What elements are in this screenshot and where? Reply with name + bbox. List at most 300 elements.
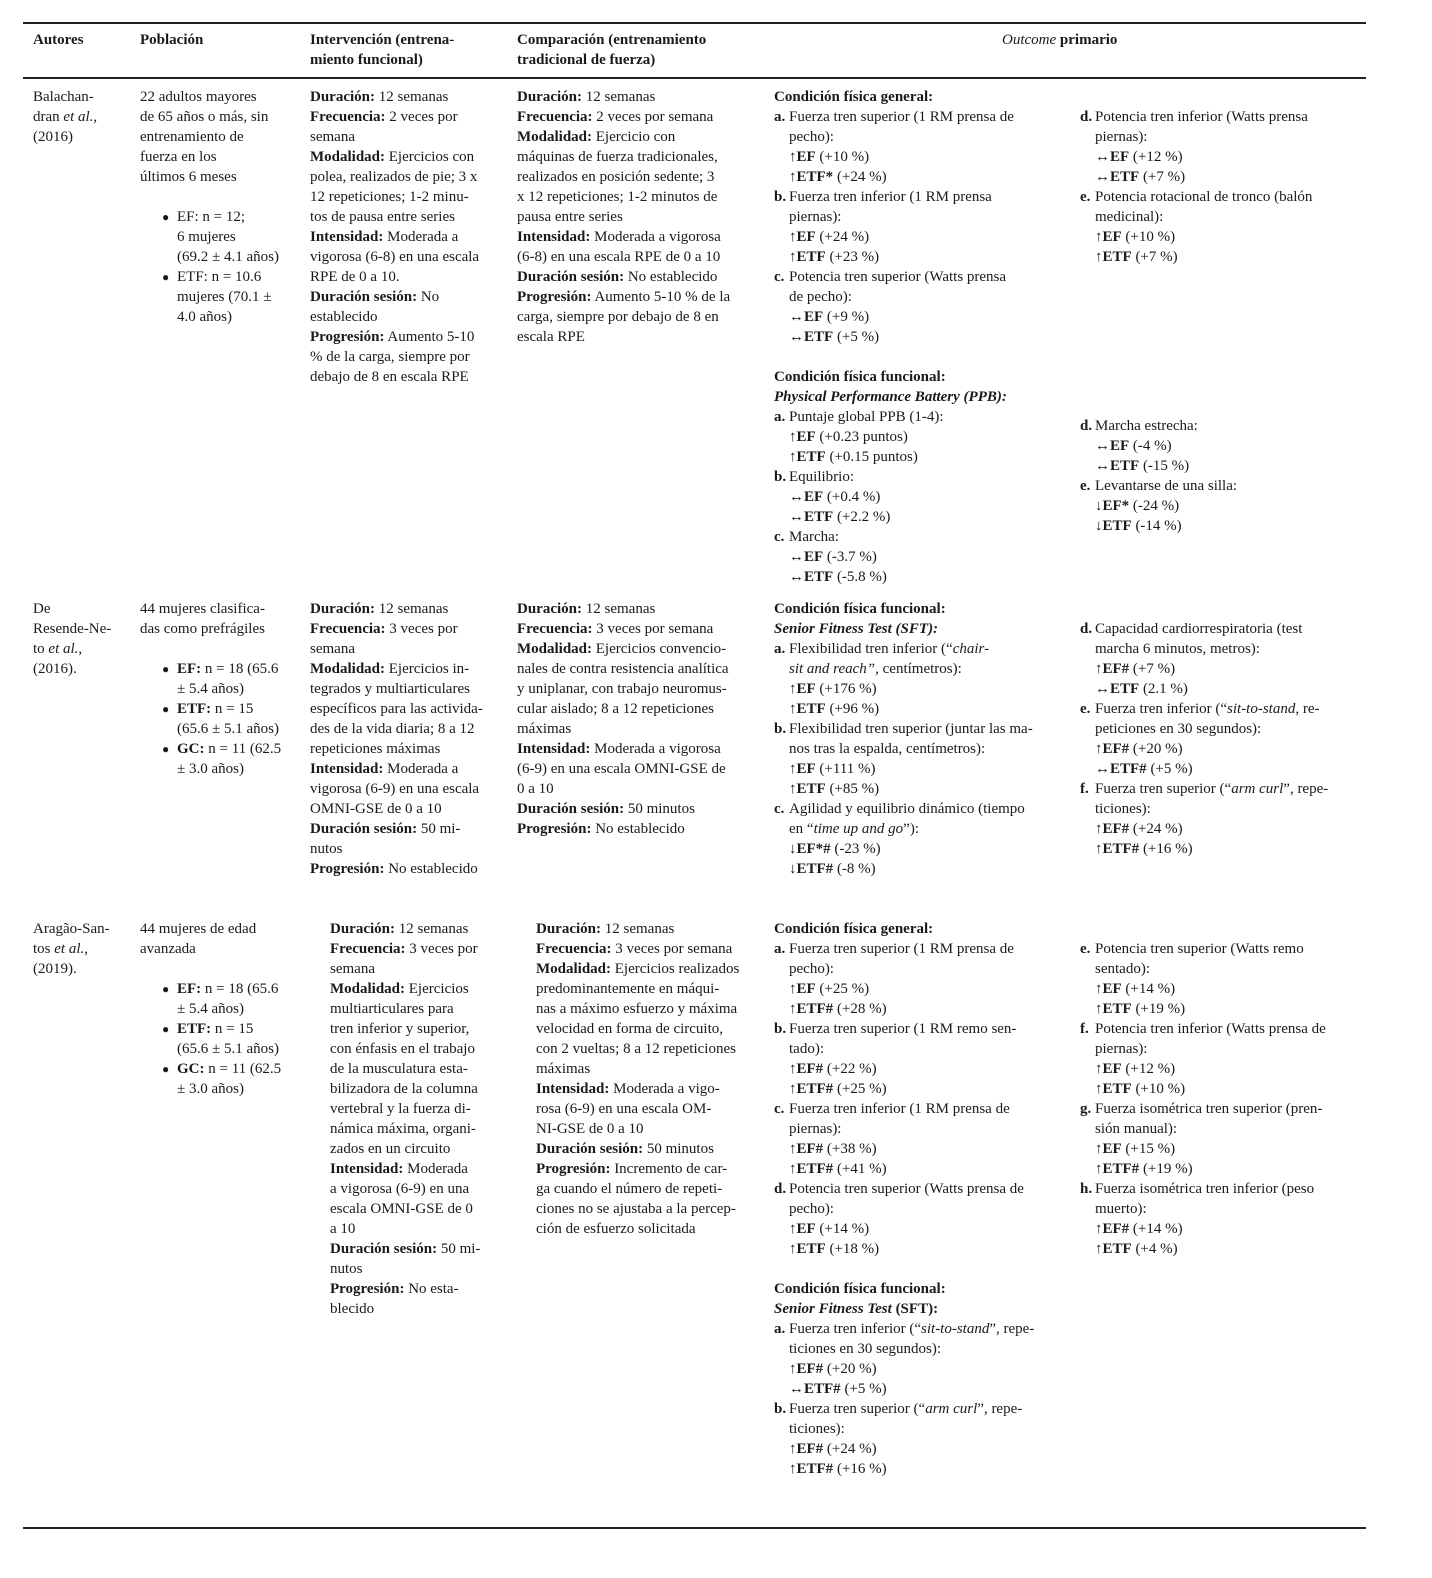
item-line: Fuerza tren inferior (1 RM prensa (789, 189, 992, 205)
outcome-item (774, 407, 1007, 467)
outcome-heading: Condición física funcional: (774, 601, 946, 617)
text-segment: 12 semanas (375, 89, 449, 105)
item-label: h. (1080, 1181, 1093, 1197)
outcome-item (1080, 476, 1237, 536)
bullet-item (162, 1019, 281, 1059)
effect-group: ETF# (1102, 1161, 1140, 1177)
bullet-icon: ● (162, 1022, 170, 1036)
effect-value: (+15 %) (1121, 1141, 1176, 1157)
effect-value: (+19 %) (1131, 1001, 1186, 1017)
text-segment-bold: Frecuencia: (310, 109, 386, 125)
arrow-up-icon: ↑ (1095, 1081, 1103, 1097)
effect-value: (+5 %) (840, 1381, 887, 1397)
item-body (789, 719, 1033, 799)
effect-value: (+14 %) (1129, 1221, 1183, 1237)
effect-line (1095, 496, 1237, 516)
effect-value: (+24 %) (823, 1441, 877, 1457)
item-line: pecho): (789, 129, 834, 145)
item-line: Potencia tren superior (Watts prensa (789, 269, 1007, 285)
header-intervencion-line: miento funcional) (310, 52, 423, 68)
item-line: piernas): (1095, 129, 1148, 145)
outcome-item (1080, 699, 1328, 779)
item-line: piernas): (1095, 1041, 1148, 1057)
item-line: Levantarse de una silla: (1095, 478, 1238, 494)
effect-value: (+22 %) (823, 1061, 877, 1077)
arrow-up-icon: ↑ (1095, 1161, 1103, 1177)
effect-value: (+16 %) (833, 1461, 887, 1477)
text-segment-bold-italic: Senior Fitness Test (SFT): (774, 621, 939, 637)
comparison-line: realizados en posición sedente; 3 (517, 169, 715, 185)
text-segment-bold: Progresión: (536, 1161, 611, 1177)
arrow-left-right-icon: ↔ (1095, 458, 1110, 474)
arrow-up-icon: ↑ (789, 249, 797, 265)
effect-group: ETF* (796, 169, 834, 185)
comparison-line: 0 a 10 (517, 781, 554, 797)
effect-value: (-14 %) (1131, 518, 1182, 534)
intervention-line: tegrados y multiarticulares (310, 681, 470, 697)
header-intervencion-line: Intervención (entrena- (310, 32, 455, 48)
text-segment-bold: Progresión: (517, 289, 592, 305)
effect-group: EF (796, 981, 816, 997)
bullet-line: 4.0 años) (177, 309, 232, 325)
header-outcome-italic: Outcome (1002, 32, 1057, 48)
text-segment-bold: Duración sesión: (536, 1141, 644, 1157)
text-segment: n = 18 (65.6 (201, 981, 279, 997)
text-segment: No (417, 289, 440, 305)
text-segment-bold: Duración: (310, 89, 375, 105)
effect-value: (+96 %) (825, 701, 880, 717)
arrow-up-icon: ↑ (789, 1241, 797, 1257)
effect-group: ETF (1102, 1241, 1132, 1257)
item-body (789, 799, 1025, 879)
intervention-line: a vigorosa (6-9) en una (330, 1181, 470, 1197)
effect-line (789, 307, 1006, 327)
bullet-line: 6 mujeres (177, 229, 236, 245)
intervention-line: vigorosa (6-8) en una escala (310, 249, 480, 265)
text-segment-bold: Frecuencia: (517, 621, 593, 637)
comparison-line: velocidad en forma de circuito, (536, 1021, 724, 1037)
outcome-item (1080, 107, 1312, 187)
intervention-line: con énfasis en el trabajo (330, 1041, 475, 1057)
item-body (789, 1319, 1034, 1399)
bullet-text (177, 699, 279, 739)
intervention-line: zados en un circuito (330, 1141, 451, 1157)
arrow-left-right-icon: ↔ (789, 549, 804, 565)
arrow-up-icon: ↑ (1095, 1221, 1103, 1237)
item-label: e. (1080, 701, 1091, 717)
effect-value: (+19 %) (1139, 1161, 1193, 1177)
bullet-icon: ● (162, 270, 170, 284)
comparison-line: y uniplanar, con trabajo neuromus- (517, 681, 727, 697)
header-comparacion-line: tradicional de fuerza) (517, 52, 656, 68)
effect-line (1095, 147, 1308, 167)
effect-value: (-15 %) (1139, 458, 1190, 474)
text-segment-bold: Duración sesión: (517, 801, 625, 817)
comparison-line: nales de contra resistencia analítica (517, 661, 729, 677)
item-line: ticiones en 30 segundos): (789, 1341, 942, 1357)
effect-line (789, 487, 890, 507)
intervention-line: semana (330, 961, 375, 977)
arrow-left-right-icon: ↔ (1095, 681, 1110, 697)
comparison-line (517, 819, 729, 839)
effect-value: (+23 %) (825, 249, 880, 265)
header-comparacion (517, 30, 706, 70)
population-line: 22 adultos mayores (140, 89, 257, 105)
text-segment: Moderada a (383, 761, 459, 777)
comparison-line (517, 227, 730, 247)
arrow-up-icon: ↑ (789, 429, 797, 445)
intervention-line: 12 repeticiones; 1-2 minu- (310, 189, 469, 205)
author-line: Aragão-San- (33, 921, 110, 937)
effect-group: ETF (1102, 1001, 1132, 1017)
text-segment-bold: Duración: (517, 601, 582, 617)
effect-line (789, 1379, 1034, 1399)
text-segment: Ejercicio con (592, 129, 676, 145)
text-segment: 50 mi- (437, 1241, 481, 1257)
cell-intervencion (310, 599, 483, 879)
text-segment: Moderada a vigo- (609, 1081, 720, 1097)
effect-line (789, 759, 1033, 779)
outcome-item (774, 1399, 1034, 1479)
effect-line (1095, 819, 1328, 839)
bullet-line (177, 979, 278, 999)
item-label: a. (774, 109, 786, 125)
bullet-icon: ● (162, 742, 170, 756)
item-line: peticiones en 30 segundos): (1095, 721, 1262, 737)
text-segment: Aumento 5-10 % de la (591, 289, 731, 305)
intervention-line (330, 919, 480, 939)
item-line: Flexibilidad tren superior (juntar las ma- (789, 721, 1033, 737)
item-line (1095, 779, 1328, 799)
text-segment-bold: Progresión: (330, 1281, 405, 1297)
effect-group: ETF (796, 449, 826, 465)
bullet-icon: ● (162, 702, 170, 716)
text-segment: n = 15 (211, 701, 254, 717)
item-body (1095, 107, 1308, 187)
text-segment-bold: GC: (177, 741, 205, 757)
effect-value: (+10 %) (1131, 1081, 1186, 1097)
intervention-line: tren inferior y superior, (330, 1021, 470, 1037)
text-segment: Aumento 5-10 (384, 329, 475, 345)
text-segment: 2 veces por semana (592, 109, 714, 125)
text-segment-bold: Intensidad: (536, 1081, 610, 1097)
effect-value: (+25 %) (833, 1081, 887, 1097)
text-segment-italic: sit and reach”, (789, 661, 879, 677)
text-segment: n = 11 (62.5 (204, 741, 282, 757)
effect-line (1095, 999, 1304, 1019)
effect-line (1095, 516, 1237, 536)
text-segment-bold-italic: Senior Fitness Test (774, 1301, 892, 1317)
text-segment-bold: Frecuencia: (517, 109, 593, 125)
text-segment: 12 semanas (395, 921, 469, 937)
bullet-item (162, 659, 281, 699)
text-segment: ”, repe- (977, 1401, 1023, 1417)
comparison-line (536, 919, 739, 939)
text-segment-bold: Frecuencia: (536, 941, 612, 957)
population-line: de 65 años o más, sin (140, 109, 269, 125)
effect-group: EF (796, 761, 816, 777)
arrow-up-icon: ↑ (1095, 841, 1103, 857)
effect-group: ETF (796, 249, 826, 265)
effect-line (1095, 1059, 1326, 1079)
effect-group: ETF# (1110, 761, 1147, 777)
effect-line (789, 247, 992, 267)
outcome-item (1080, 416, 1237, 476)
cell-autores (33, 87, 97, 147)
item-line: pecho): (789, 961, 834, 977)
outcome-item (774, 1019, 1024, 1099)
arrow-up-icon: ↑ (789, 1061, 797, 1077)
item-body (789, 407, 944, 467)
item-line: Potencia tren inferior (Watts prensa de (1095, 1021, 1326, 1037)
item-body (1095, 1019, 1326, 1099)
bullet-item (162, 699, 281, 739)
intervention-line (310, 819, 483, 839)
header-rule (23, 77, 1366, 79)
effect-group: ETF# (796, 1461, 834, 1477)
bullet-line: ± 3.0 años) (177, 761, 244, 777)
intervention-line (310, 759, 483, 779)
bullet-line: mujeres (70.1 ± (177, 289, 272, 305)
item-label: a. (774, 1321, 786, 1337)
text-segment: dran (33, 109, 64, 125)
effect-group: EF (796, 229, 816, 245)
intervention-line: semana (310, 129, 355, 145)
item-body (789, 107, 1014, 187)
bullet-text (177, 739, 281, 779)
outcome-item (774, 187, 1014, 267)
outcome-item (774, 267, 1014, 347)
effect-line (789, 507, 890, 527)
effect-value: (-5.8 %) (833, 569, 887, 585)
comparison-line (517, 639, 729, 659)
text-segment: Fuerza tren superior (“ (789, 1401, 926, 1417)
item-line: Potencia rotacional de tronco (balón (1095, 189, 1313, 205)
effect-group: ETF# (1102, 841, 1140, 857)
cell-autores (33, 599, 111, 679)
arrow-left-right-icon: ↔ (789, 329, 804, 345)
text-segment-italic: chair- (952, 641, 990, 657)
text-segment-bold: Progresión: (310, 329, 385, 345)
comparison-line (536, 939, 739, 959)
item-line: Fuerza isométrica tren inferior (peso (1095, 1181, 1315, 1197)
item-body (1095, 939, 1304, 1019)
effect-group: EF# (796, 1441, 824, 1457)
effect-group: EF (796, 429, 816, 445)
effect-line (789, 1079, 1016, 1099)
text-segment-bold-italic: Physical Performance Battery (PPB): (774, 389, 1007, 405)
item-line: Agilidad y equilibrio dinámico (tiempo (789, 801, 1025, 817)
intervention-line: OMNI-GSE de 0 a 10 (310, 801, 442, 817)
item-body (1095, 476, 1237, 536)
effect-group: EF (796, 1221, 816, 1237)
item-line: piernas): (789, 209, 842, 225)
effect-group: ETF (1110, 169, 1140, 185)
text-segment: , (93, 109, 98, 125)
text-segment: 3 veces por semana (592, 621, 714, 637)
text-segment-bold: Intensidad: (517, 741, 591, 757)
text-segment-bold: Duración: (310, 601, 375, 617)
bullet-line: (65.6 ± 5.1 años) (177, 1041, 279, 1057)
comparison-line: con 2 vueltas; 8 a 12 repeticiones (536, 1041, 736, 1057)
item-label: a. (774, 641, 786, 657)
text-segment-bold: Intensidad: (517, 229, 591, 245)
cell-autores (33, 919, 110, 979)
intervention-line: des de la vida diaria; 8 a 12 (310, 721, 475, 737)
effect-line (1095, 979, 1304, 999)
text-segment: Ejercicios convencio- (592, 641, 727, 657)
comparison-line (517, 739, 729, 759)
text-segment: 12 semanas (601, 921, 675, 937)
item-body (1095, 779, 1328, 859)
text-segment: 50 minutos (624, 801, 695, 817)
population-bullets (162, 207, 279, 327)
item-label: d. (1080, 418, 1093, 434)
item-line: tado): (789, 1041, 824, 1057)
item-body (1095, 416, 1198, 476)
text-segment-bold: Duración: (536, 921, 601, 937)
text-segment-bold: Duración: (330, 921, 395, 937)
text-segment: No establecido (384, 861, 478, 877)
effect-line (789, 979, 1014, 999)
effect-line (789, 1139, 1010, 1159)
population-bullets (162, 979, 281, 1099)
comparison-line: ciones no se ajustaba a la percep- (536, 1201, 736, 1217)
item-label: d. (774, 1181, 787, 1197)
intervention-line (330, 1239, 480, 1259)
arrow-up-icon: ↑ (789, 1461, 797, 1477)
item-label: d. (1080, 621, 1093, 637)
item-line: muerto): (1095, 1201, 1147, 1217)
effect-group: ETF (804, 569, 834, 585)
comparison-line (536, 1079, 739, 1099)
text-segment-italic: et al. (63, 109, 94, 125)
arrow-up-icon: ↑ (1095, 1061, 1103, 1077)
comparison-line (517, 87, 730, 107)
effect-group: EF (796, 681, 816, 697)
intervention-line (310, 659, 483, 679)
text-segment: , (84, 941, 89, 957)
effect-value: (+4 %) (1131, 1241, 1178, 1257)
effect-value: (+7 %) (1139, 169, 1186, 185)
arrow-up-icon: ↑ (789, 1361, 797, 1377)
author-line: Resende-Ne- (33, 621, 112, 637)
effect-value: (+24 %) (815, 229, 870, 245)
comparison-line (517, 799, 729, 819)
item-body (789, 1099, 1010, 1179)
item-label: f. (1080, 781, 1089, 797)
item-label: c. (774, 269, 785, 285)
comparison-line: escala RPE (517, 329, 585, 345)
header-outcome-rest: primario (1056, 32, 1118, 48)
effect-line (789, 859, 1025, 879)
bullet-line: EF: n = 12; (177, 209, 246, 225)
outcome-item (1080, 1179, 1326, 1259)
comparison-line: pausa entre series (517, 209, 623, 225)
effect-value: (+85 %) (825, 781, 880, 797)
item-line: Fuerza tren superior (1 RM prensa de (789, 109, 1014, 125)
intervention-line: nutos (310, 841, 343, 857)
item-line: ticiones): (1095, 801, 1151, 817)
comparison-line: cular aislado; 8 a 12 repeticiones (517, 701, 715, 717)
intervention-line: nutos (330, 1261, 363, 1277)
effect-value: (+7 %) (1129, 661, 1176, 677)
author-line: Balachan- (33, 89, 94, 105)
item-label: g. (1080, 1101, 1092, 1117)
effect-value: (2.1 %) (1139, 681, 1188, 697)
intervention-line (330, 979, 480, 999)
effect-line (789, 547, 887, 567)
effect-group: EF# (796, 1141, 824, 1157)
effect-group: EF (1102, 229, 1122, 245)
item-label: c. (774, 529, 785, 545)
intervention-line: bilizadora de la columna (330, 1081, 478, 1097)
bullet-item (162, 979, 281, 1019)
bullet-line (177, 1059, 281, 1079)
effect-value: (+20 %) (1129, 741, 1183, 757)
item-label: c. (774, 1101, 785, 1117)
outcome-section (774, 367, 1007, 587)
effect-value: (+16 %) (1139, 841, 1193, 857)
intervention-line: % de la carga, siempre por (310, 349, 470, 365)
effect-line (1095, 456, 1198, 476)
effect-value: (+9 %) (823, 309, 870, 325)
intervention-line (330, 939, 480, 959)
text-segment: 50 minutos (643, 1141, 714, 1157)
effect-line (789, 1359, 1034, 1379)
comparison-line (517, 287, 730, 307)
effect-line (789, 1159, 1010, 1179)
item-line: sentado): (1095, 961, 1150, 977)
outcome-subheading (774, 619, 1033, 639)
arrow-down-icon: ↓ (789, 861, 797, 877)
effect-line (1095, 1159, 1322, 1179)
effect-value: (+20 %) (823, 1361, 877, 1377)
text-segment: Ejercicios con (385, 149, 475, 165)
item-line (789, 639, 989, 659)
item-line: medicinal): (1095, 209, 1164, 225)
outcome-item (1080, 939, 1326, 1019)
effect-group: ETF (796, 781, 826, 797)
cell-comparacion (517, 599, 729, 839)
effect-line (1095, 659, 1302, 679)
intervention-line: námica máxima, organi- (330, 1121, 476, 1137)
intervention-line: específicos para las activida- (310, 701, 483, 717)
comparison-line: máquinas de fuerza tradicionales, (517, 149, 718, 165)
text-segment: ”): (903, 821, 919, 837)
outcome-item (774, 467, 1007, 527)
bullet-text (177, 659, 278, 699)
effect-line (1095, 1239, 1314, 1259)
text-segment: Fuerza tren inferior (“ (789, 1321, 922, 1337)
text-segment-bold: (SFT): (891, 1301, 939, 1317)
effect-group: ETF (1102, 518, 1132, 534)
effect-group: ETF (1110, 681, 1140, 697)
item-label: d. (1080, 109, 1093, 125)
bullet-icon: ● (162, 982, 170, 996)
effect-value: (+0.23 puntos) (815, 429, 908, 445)
effect-group: EF (1102, 1061, 1122, 1077)
effect-value: (+38 %) (823, 1141, 877, 1157)
text-segment-bold: Progresión: (310, 861, 385, 877)
arrow-up-icon: ↑ (1095, 1141, 1103, 1157)
author-line (33, 107, 97, 127)
text-segment-bold: Modalidad: (517, 641, 593, 657)
arrow-up-icon: ↑ (1095, 661, 1103, 677)
comparison-line: x 12 repeticiones; 1-2 minutos de (517, 189, 718, 205)
effect-group: EF (796, 149, 816, 165)
outcome-section (774, 919, 1024, 1259)
